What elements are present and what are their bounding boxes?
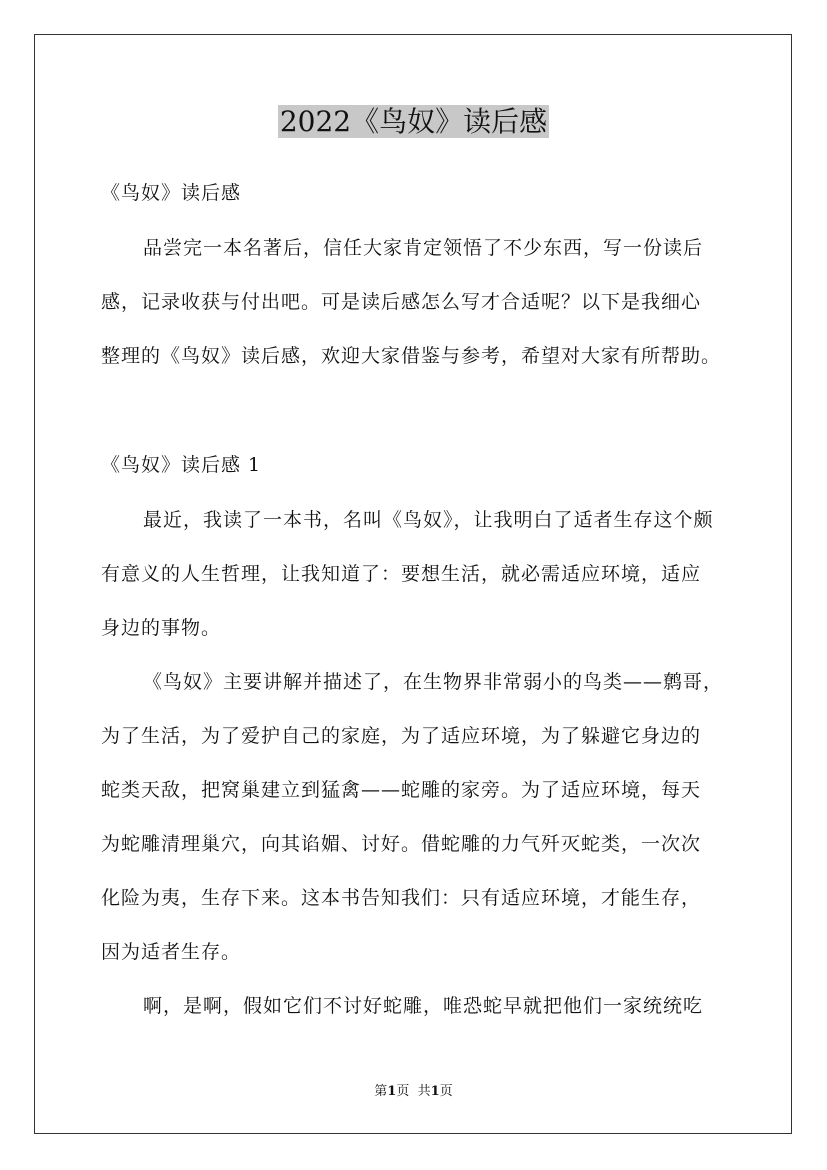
footer-page-suffix: 页 bbox=[396, 1084, 410, 1099]
paragraph-line: 《鸟奴》主要讲解并描述了，在生物界非常弱小的鸟类——鹩哥， bbox=[143, 671, 724, 693]
section-heading-1: 《鸟奴》读后感 1 bbox=[101, 454, 262, 476]
paragraph-line: 化险为夷，生存下来。这本书告知我们：只有适应环境，才能生存， bbox=[101, 887, 702, 909]
paragraph-line: 感，记录收获与付出吧。可是读后感怎么写才合适呢？以下是我细心 bbox=[101, 291, 702, 313]
page-footer bbox=[0, 1083, 827, 1101]
paragraph-line: 整理的《鸟奴》读后感，欢迎大家借鉴与参考，希望对大家有所帮助。 bbox=[101, 345, 722, 367]
footer-total-prefix: 共 bbox=[417, 1084, 431, 1099]
footer-page-prefix: 第 bbox=[374, 1084, 388, 1099]
footer-total-suffix: 页 bbox=[439, 1084, 453, 1099]
paragraph-line: 为蛇雕清理巢穴，向其谄媚、讨好。借蛇雕的力气歼灭蛇类，一次次 bbox=[101, 833, 702, 855]
paragraph-line: 有意义的人生哲理，让我知道了：要想生活，就必需适应环境，适应 bbox=[101, 563, 702, 585]
document-title bbox=[0, 100, 827, 144]
paragraph-line: 蛇类天敌，把窝巢建立到猛禽——蛇雕的家旁。为了适应环境，每天 bbox=[101, 779, 702, 801]
footer-page-number: 1 bbox=[387, 1084, 397, 1099]
paragraph-line: 身边的事物。 bbox=[101, 617, 222, 639]
section-heading-intro: 《鸟奴》读后感 bbox=[101, 182, 242, 204]
paragraph-line: 最近，我读了一本书，名叫《鸟奴》，让我明白了适者生存这个颇 bbox=[143, 509, 714, 531]
document-title-text: 2022《鸟奴》读后感 bbox=[279, 105, 548, 138]
paragraph-line: 啊，是啊，假如它们不讨好蛇雕，唯恐蛇早就把他们一家统统吃 bbox=[143, 995, 704, 1017]
paragraph-line: 因为适者生存。 bbox=[101, 941, 242, 963]
paragraph-line: 品尝完一本名著后，信任大家肯定领悟了不少东西，写一份读后 bbox=[143, 237, 704, 259]
footer-total-number: 1 bbox=[430, 1084, 440, 1099]
paragraph-line: 为了生活，为了爱护自己的家庭，为了适应环境，为了躲避它身边的 bbox=[101, 725, 702, 747]
